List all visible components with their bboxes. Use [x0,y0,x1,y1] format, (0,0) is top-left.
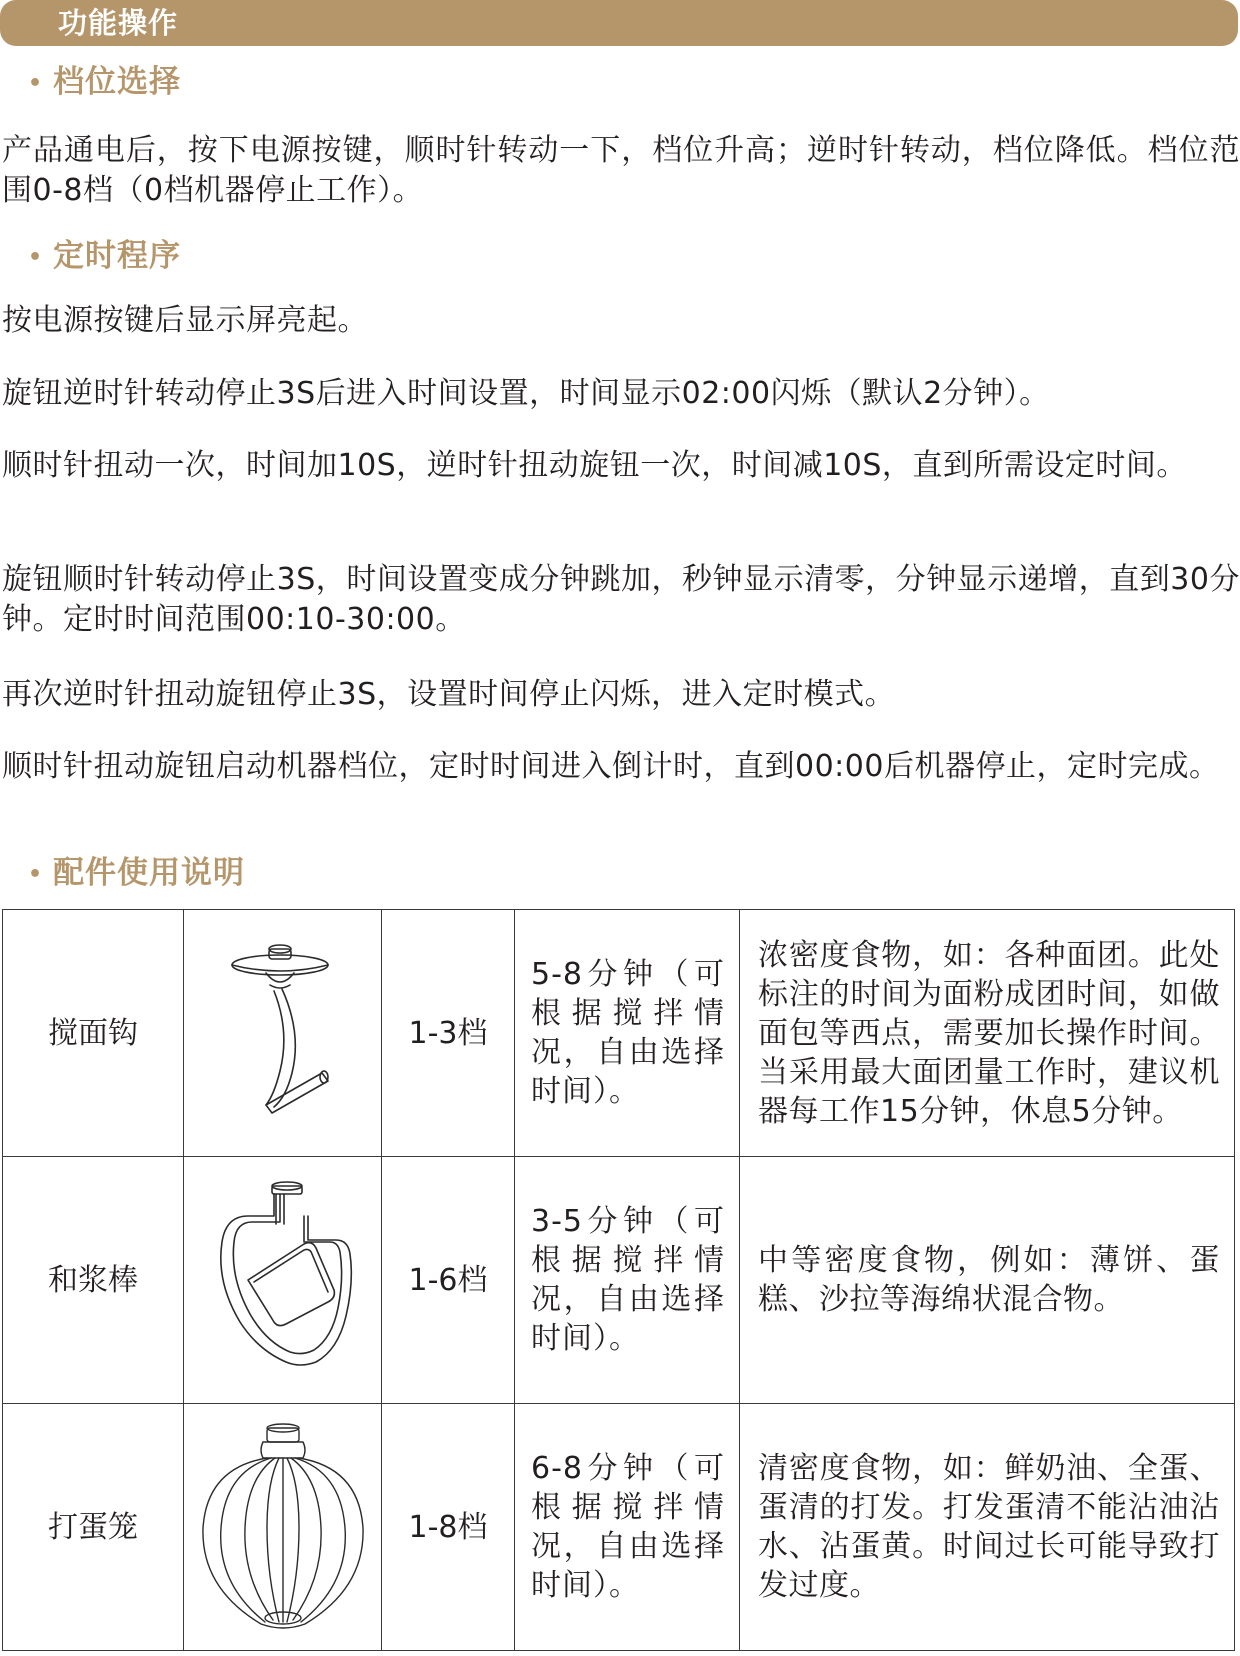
accessory-section-title: 配件使用说明 [53,855,246,891]
accessory-section-heading [28,855,245,893]
gear-section-heading [28,64,181,102]
usage-description: 浓密度食物，如：各种面团。此处标注的时间为面粉成团时间，如做面包等西点，需要加长操作时间。当采用最大面团量工作时，建议机器每工作15分钟，休息5分钟。 [758,937,1220,1129]
accessory-name: 打蛋笼 [3,1404,184,1651]
timer-paragraph: 旋钮逆时针转动停止3S后进入时间设置，时间显示02:00闪烁（默认2分钟）。 [2,376,1050,411]
description-cell [740,1404,1235,1651]
description-cell [740,910,1235,1157]
bullet-icon: • [28,861,44,887]
gear-range: 1-8档 [382,1404,515,1651]
mixing-time: 5-8分钟（可根据搅拌情况，自由选择时间）。 [531,957,725,1109]
usage-description: 中等密度食物，例如：薄饼、蛋糕、沙拉等海绵状混合物。 [758,1243,1220,1317]
gear-range: 1-3档 [382,910,515,1157]
accessory-name: 搅面钩 [3,910,184,1157]
mixing-time: 6-8分钟（可根据搅拌情况，自由选择时间）。 [531,1451,725,1603]
timer-paragraph: 再次逆时针扭动旋钮停止3S，设置时间停止闪烁，进入定时模式。 [2,677,896,712]
gear-range: 1-6档 [382,1157,515,1404]
accessory-table [2,909,1235,1651]
wire-whisk-icon [197,1422,369,1632]
timer-paragraph: 按电源按键后显示屏亮起。 [2,303,368,338]
banner-title: 功能操作 [58,6,179,40]
usage-description: 清密度食物，如：鲜奶油、全蛋、蛋清的打发。打发蛋清不能沾油沾水、沾蛋黄。时间过长可能导致打发过度。 [758,1451,1220,1603]
timer-paragraph: 旋钮顺时针转动停止3S，时间设置变成分钟跳加，秒钟显示清零，分钟显示递增，直到30分钟。定时时间范围00:10-30:00。 [2,562,1240,637]
time-cell [515,1404,740,1651]
time-cell [515,910,740,1157]
gear-section-text: 产品通电后，按下电源按键，顺时针转动一下，档位升高；逆时针转动，档位降低。档位范围0-8档（0档机器停止工作）。 [2,133,1240,208]
timer-paragraph: 顺时针扭动旋钮启动机器档位，定时时间进入倒计时，直到00:00后机器停止，定时完成。 [2,749,1220,784]
accessory-image-cell [184,1157,382,1404]
table-row [3,910,1235,1157]
dough-hook-icon [218,933,348,1133]
timer-section-title: 定时程序 [53,238,182,274]
flat-beater-icon [208,1180,358,1380]
mixing-time: 3-5分钟（可根据搅拌情况，自由选择时间）。 [531,1204,725,1356]
accessory-image-cell [184,910,382,1157]
accessory-image-cell [184,1404,382,1651]
description-cell [740,1157,1235,1404]
bullet-icon: • [28,244,44,270]
time-cell [515,1157,740,1404]
timer-section-heading [28,238,181,276]
gear-section-title: 档位选择 [53,64,182,100]
timer-paragraph: 顺时针扭动一次，时间加10S，逆时针扭动旋钮一次，时间减10S，直到所需设定时间。 [2,448,1187,483]
accessory-name: 和浆棒 [3,1157,184,1404]
table-row [3,1404,1235,1651]
table-row [3,1157,1235,1404]
bullet-icon: • [28,70,44,96]
section-banner [0,0,1238,46]
